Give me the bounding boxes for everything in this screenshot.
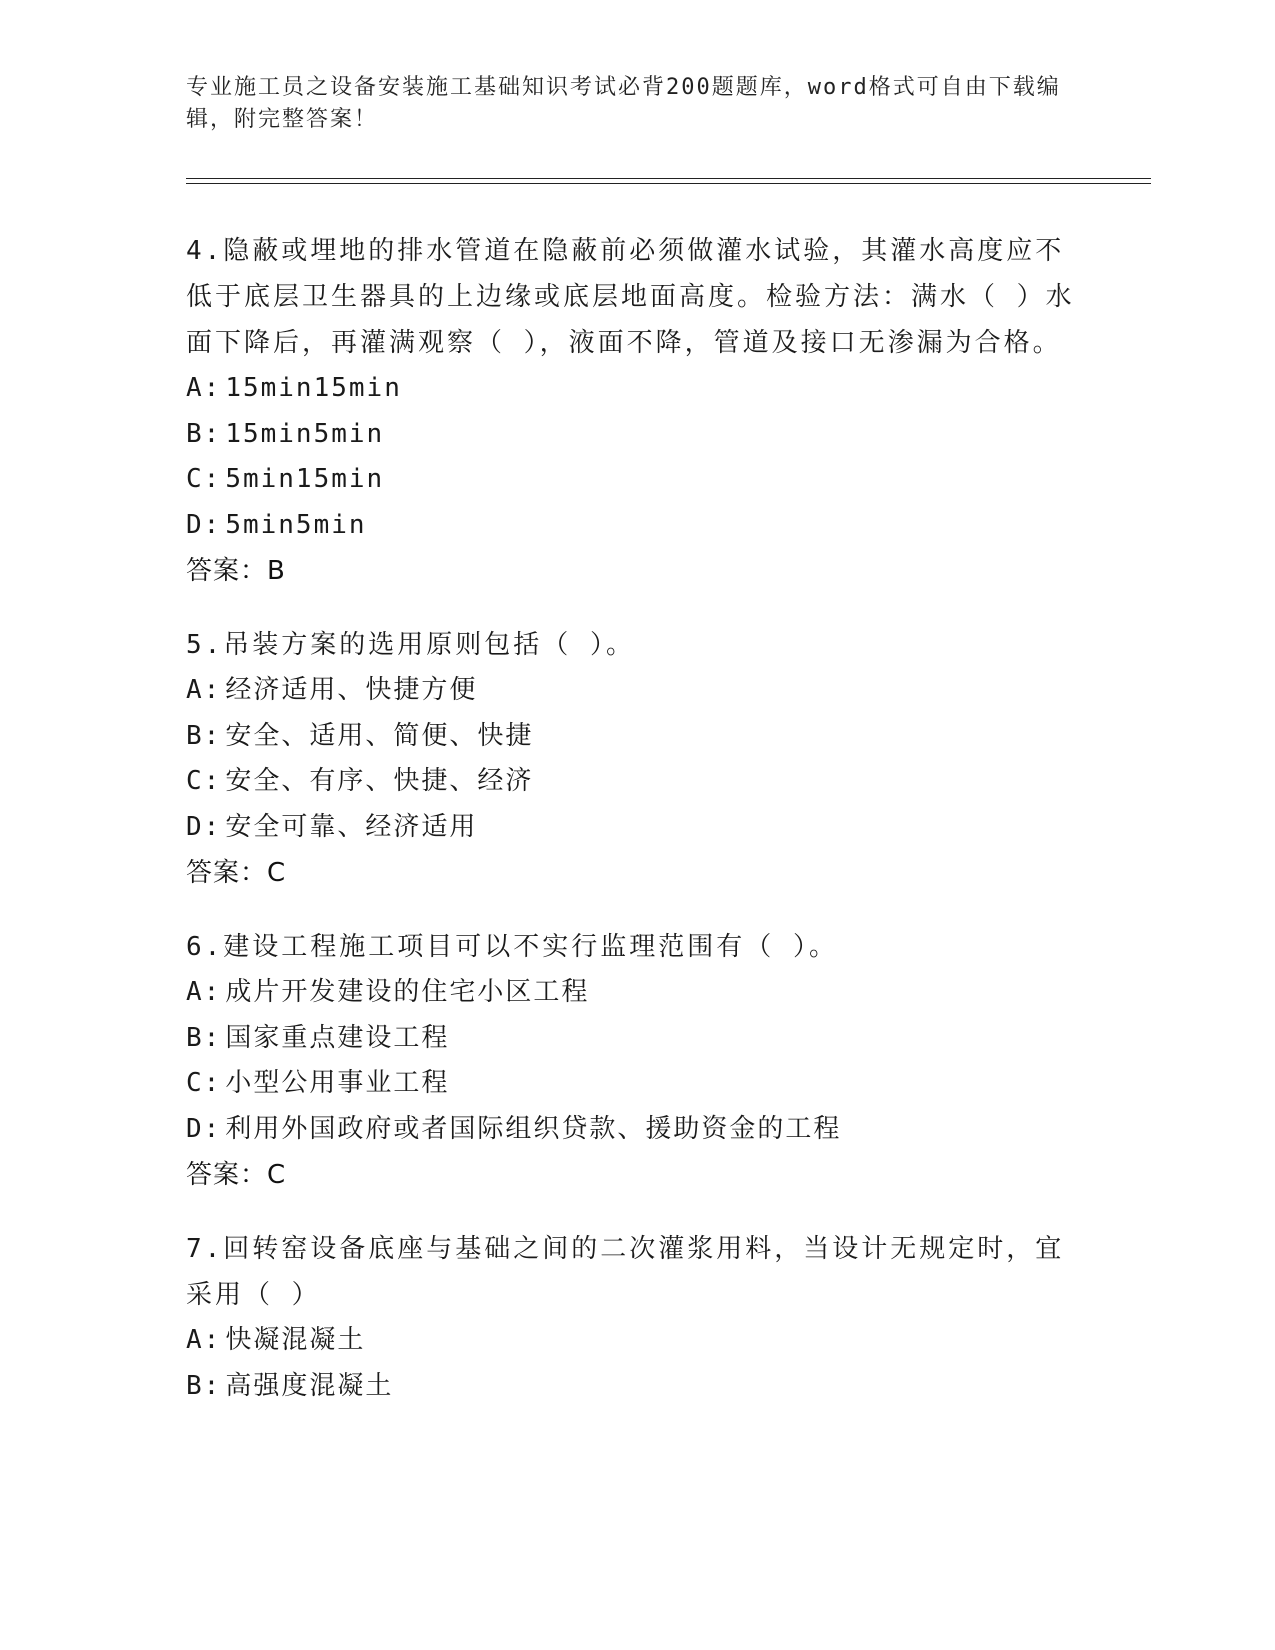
option-c: C: 安全、有序、快捷、经济	[186, 766, 534, 796]
option-b: B: 安全、适用、简便、快捷	[186, 720, 534, 751]
option-d: D: 安全可靠、经济适用	[186, 811, 478, 842]
answer: 答案：C	[186, 1160, 287, 1190]
question-text: 5.吊装方案的选用原则包括（ ）。	[186, 630, 635, 660]
option-b: B: 15min5min	[186, 418, 385, 449]
option-a: A: 快凝混凝土	[186, 1325, 366, 1355]
option-b: B: 国家重点建设工程	[186, 1022, 450, 1053]
option-d: D: 5min5min	[186, 509, 367, 540]
option-c: C: 5min15min	[186, 464, 385, 494]
page-header: 专业施工员之设备安装施工基础知识考试必背200题题库，word格式可自由下载编辑，附完整答案！	[186, 75, 1061, 132]
option-c: C: 小型公用事业工程	[186, 1068, 450, 1098]
header-divider-secondary	[186, 183, 1151, 184]
question-list	[186, 228, 1086, 1437]
header-divider	[186, 178, 1151, 179]
option-b: B: 高强度混凝土	[186, 1370, 394, 1401]
option-a: A: 15min15min	[186, 373, 402, 403]
question-4	[186, 228, 1086, 594]
answer: 答案：B	[186, 556, 286, 586]
question-5	[186, 622, 1086, 896]
option-d: D: 利用外国政府或者国际组织贷款、援助资金的工程	[186, 1113, 842, 1144]
question-text: 7.回转窑设备底座与基础之间的二次灌浆用料，当设计无规定时，宜采用（ ）	[186, 1234, 1065, 1310]
answer: 答案：C	[186, 858, 287, 888]
option-a: A: 经济适用、快捷方便	[186, 675, 478, 705]
question-7	[186, 1226, 1086, 1409]
question-text: 4.隐蔽或埋地的排水管道在隐蔽前必须做灌水试验，其灌水高度应不低于底层卫生器具的上边缘或底层地面高度。检验方法：满水（ ）水面下降后，再灌满观察（ ），液面不降，管道及接口无渗漏为合格。	[186, 236, 1075, 358]
option-a: A: 成片开发建设的住宅小区工程	[186, 977, 590, 1007]
question-6	[186, 924, 1086, 1198]
question-text: 6.建设工程施工项目可以不实行监理范围有（ ）。	[186, 932, 838, 962]
